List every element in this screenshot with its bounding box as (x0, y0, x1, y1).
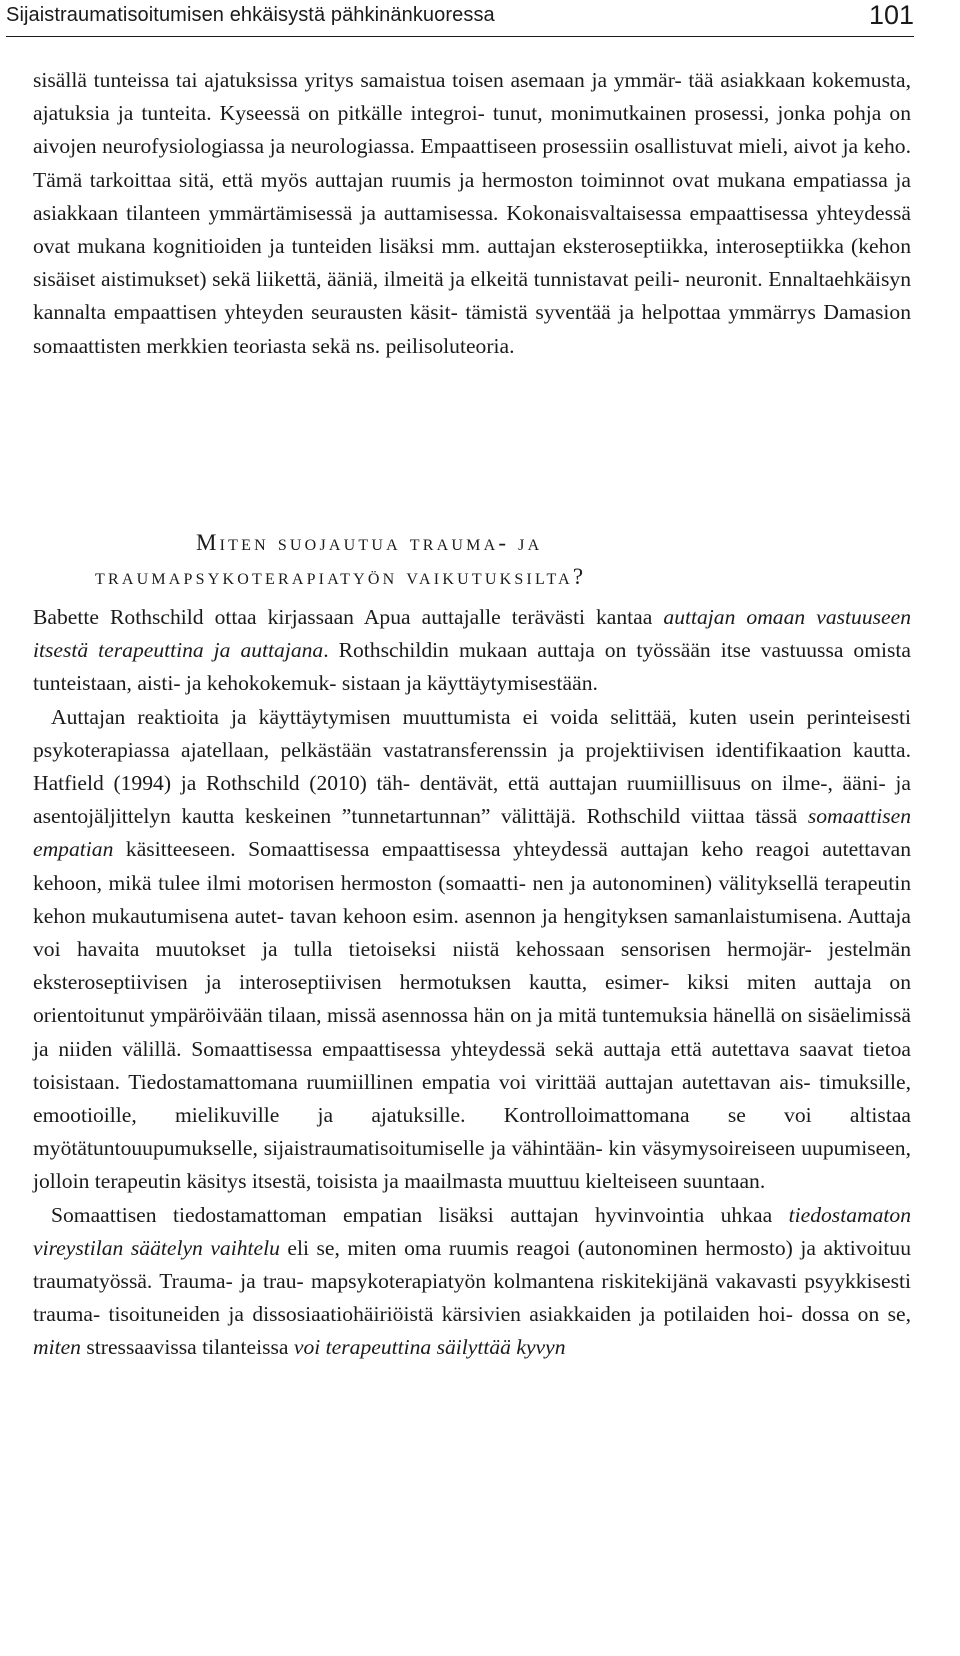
paragraph-text: . Rothschildin mukaan auttaja on työssään itse vastuussa omista tunteistaan, aisti- ja kehokokemuk- sistaan ja käyttäytymisestään. (33, 638, 911, 696)
emphasis-text: tiedostamaton vireystilan säätelyn vaihtelu (33, 1202, 911, 1260)
emphasis-text: voi terapeuttina säilyttää kyvyn (293, 1335, 566, 1360)
section-paragraph-3 (33, 1199, 911, 1365)
paragraph-text: stressaavissa tilanteissa (80, 1335, 294, 1360)
paragraph-text: käsitteeseen. Somaattisessa empaattisessa yhteydessä auttajan keho reagoi autettavan kehoon, mikä tulee ilmi motorisen hermoston (somaatti- nen ja autonominen) välityksellä terapeutin kehon mukautumisena autet- tavan kehoon esim. asennon ja hengityksen samanlaistumisena. Auttaja voi havaita muutokset ja tulla tietoiseksi niistä kehossaan sensorisen hermojär- jestelmän eksteroseptiivisen ja interoseptiivisen hermotuksen kautta, esimer- kiksi miten auttaja on orientoitunut ympäröivään tilaan, missä asennossa hän on ja mitä tuntemuksia hänellä on sisäelimissä ja niiden välillä. Somaattisessa empaattisessa yhteydessä sekä auttaja että autettava saavat tietoa toisistaan. Tiedostamattomana ruumiillinen empatia voi virittää auttajan autettavan ais- timuksille, emootioille, mielikuville ja ajatuksille. Kontrolloimattomana se voi altistaa myötätuntouupumukselle, sijaistraumatisoitumiselle ja vähintään- kin väsymysoireiseen uupumiseen, jolloin terapeutin käsitys itsestä, toisista ja maailmasta muuttuu kielteiseen suuntaan. (33, 837, 911, 1194)
emphasis-text: auttajan omaan vastuuseen itsestä terapeuttina ja auttajana (33, 605, 911, 663)
running-header (6, 0, 914, 37)
intro-paragraph: sisällä tunteissa tai ajatuksissa yritys samaistua toisen asemaan ja ymmär- tää asiakkaan kokemusta, ajatuksia ja tunteita. Kyseessä on pitkälle integroi- tunut, monimutkainen prosessi, jonka pohja on aivojen neurofysiologiassa ja neurologiassa. Empaattiseen prosessiin osallistuvat mieli, aivot ja keho. Tämä tarkoittaa sitä, että myös auttajan ruumis ja hermoston toiminnot ovat mukana empatiassa ja asiakkaan tilanteen ymmärtämisessä ja auttamisessa. Kokonaisvaltaisessa empaattisessa yhteydessä ovat mukana kognitioiden ja tunteiden lisäksi mm. auttajan eksteroseptiikka, interoseptiikka (kehon sisäiset aistimukset) sekä liikettä, ääniä, ilmeitä ja elkeitä tunnistavat peili- neuronit. Ennaltaehkäisyn kannalta empaattisen yhteyden seurausten käsit- tämistä syventää ja helpottaa ymmärrys Damasion somaattisten merkkien teoriasta sekä ns. peilisoluteoria. (33, 68, 911, 358)
section-heading (95, 526, 836, 594)
emphasis-text: miten (33, 1335, 81, 1360)
page-number: 101 (868, 0, 914, 30)
paragraph-text: eli se, miten oma ruumis reagoi (autonominen hermosto) ja aktivoituu traumatyössä. Trauma- ja trau- mapsykoterapiatyön kolmantena riskitekijänä vakavasti psyykkisesti trauma- tisoituneiden ja dissosiaatiohäiriöistä kärsivien asiakkaiden ja potilaiden hoi- dossa on se, (33, 1235, 911, 1327)
paragraph-text: Babette Rothschild ottaa kirjassaan Apua auttajalle terävästi kantaa (33, 605, 664, 629)
emphasis-text: somaattisen empatian (33, 804, 911, 862)
paragraph-text: Somaattisen tiedostamattoman empatian lisäksi auttajan hyvinvointia uhkaa (51, 1202, 789, 1227)
intro-paragraph-block (33, 64, 911, 363)
section-body (33, 601, 911, 1365)
paragraph-text: Auttajan reaktioita ja käyttäytymisen muuttumista ei voida selittää, kuten usein perinteisesti psykoterapiassa ajatellaan, pelkästään vastatransferenssin ja projektiivisen identifikaation kautta. Hatfield (1994) ja Rothschild (2010) täh- dentävät, että auttajan ruumiillisuus on ilme-, ääni- ja asentojäljittelyn kautta keskeinen ”tunnetartunnan” välittäjä. Rothschild viittaa tässä (33, 704, 911, 829)
section-heading-line-2: traumapsykoterapiatyön vaikutuksilta? (95, 564, 587, 589)
section-paragraph-2 (33, 701, 911, 1199)
section-heading-line-1: Miten suojautua trauma- ja (196, 530, 543, 555)
section-paragraph-1 (33, 601, 911, 701)
running-title: Sijaistraumatisoitumisen ehkäisystä pähkinänkuoressa (6, 4, 495, 26)
